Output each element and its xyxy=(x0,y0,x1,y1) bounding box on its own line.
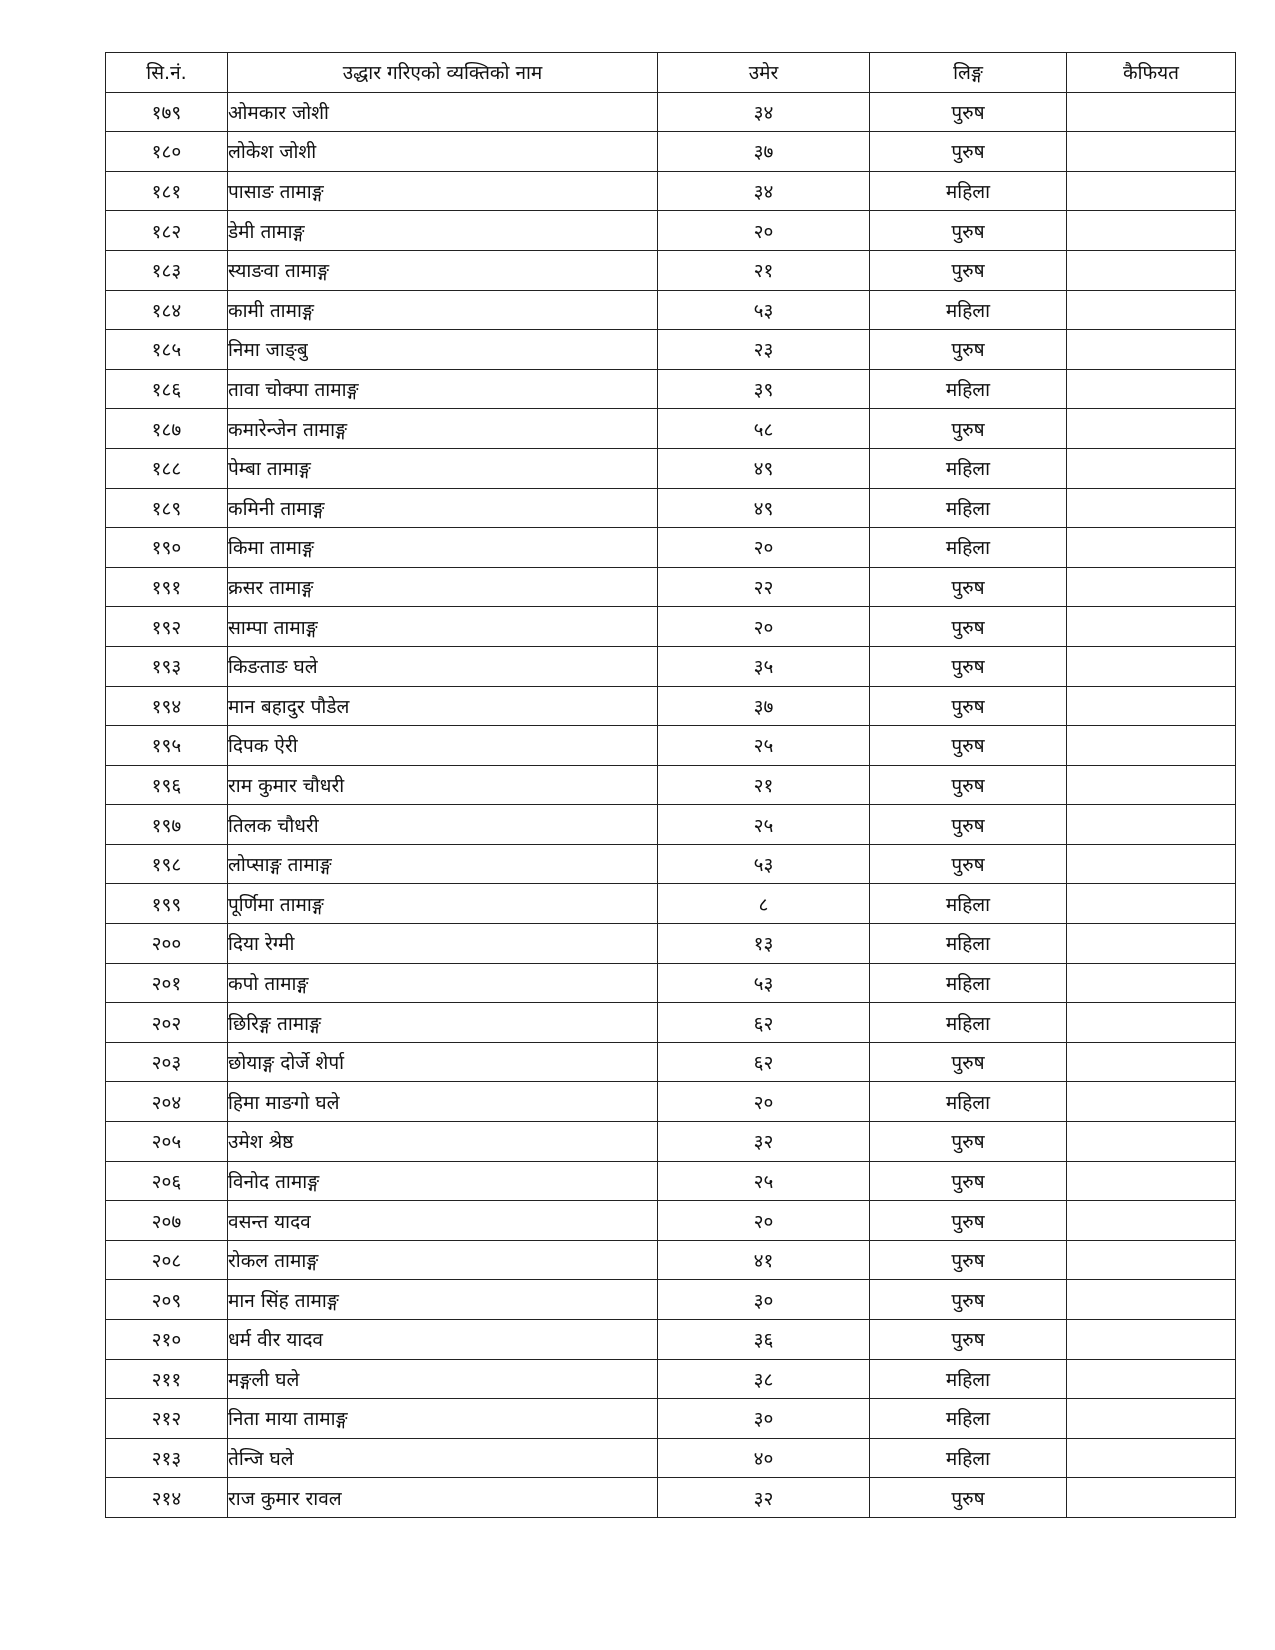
gender-cell: पुरुष xyxy=(870,567,1067,607)
gender-cell: महिला xyxy=(870,1082,1067,1122)
gender-cell: पुरुष xyxy=(870,1280,1067,1320)
table-row xyxy=(106,290,1236,330)
age-cell: ५३ xyxy=(658,844,870,884)
remarks-cell xyxy=(1067,884,1236,924)
table-row xyxy=(106,726,1236,766)
remarks-cell xyxy=(1067,686,1236,726)
table-row xyxy=(106,1359,1236,1399)
age-cell: ३० xyxy=(658,1280,870,1320)
table-row xyxy=(106,330,1236,370)
table-row xyxy=(106,924,1236,964)
table-row xyxy=(106,1280,1236,1320)
name-cell: धर्म वीर यादव xyxy=(228,1320,658,1360)
remarks-cell xyxy=(1067,132,1236,172)
gender-cell: पुरुष xyxy=(870,250,1067,290)
name-cell: दिया रेग्मी xyxy=(228,924,658,964)
remarks-cell xyxy=(1067,607,1236,647)
serial-cell: १८९ xyxy=(106,488,228,528)
serial-cell: १९५ xyxy=(106,726,228,766)
remarks-cell xyxy=(1067,765,1236,805)
age-cell: ३७ xyxy=(658,132,870,172)
gender-cell: पुरुष xyxy=(870,726,1067,766)
age-cell: ३२ xyxy=(658,1122,870,1162)
age-cell: २१ xyxy=(658,765,870,805)
age-cell: ५३ xyxy=(658,963,870,1003)
gender-cell: महिला xyxy=(870,369,1067,409)
remarks-cell xyxy=(1067,1359,1236,1399)
name-cell: हिमा माङगो घले xyxy=(228,1082,658,1122)
table-row xyxy=(106,805,1236,845)
serial-cell: २०४ xyxy=(106,1082,228,1122)
gender-cell: पुरुष xyxy=(870,1122,1067,1162)
age-cell: ४१ xyxy=(658,1240,870,1280)
table-row xyxy=(106,250,1236,290)
table-row xyxy=(106,1042,1236,1082)
age-cell: ४९ xyxy=(658,448,870,488)
gender-cell: पुरुष xyxy=(870,211,1067,251)
rescued-persons-table xyxy=(105,52,1236,1518)
table-row xyxy=(106,1082,1236,1122)
gender-cell: महिला xyxy=(870,488,1067,528)
header-gender: लिङ्ग xyxy=(870,53,1067,93)
remarks-cell xyxy=(1067,1438,1236,1478)
table-row xyxy=(106,1003,1236,1043)
age-cell: ६२ xyxy=(658,1042,870,1082)
table-row xyxy=(106,1201,1236,1241)
remarks-cell xyxy=(1067,844,1236,884)
age-cell: ५८ xyxy=(658,409,870,449)
name-cell: लोकेश जोशी xyxy=(228,132,658,172)
serial-cell: १८३ xyxy=(106,250,228,290)
remarks-cell xyxy=(1067,448,1236,488)
gender-cell: महिला xyxy=(870,1399,1067,1439)
age-cell: २५ xyxy=(658,805,870,845)
name-cell: निता माया तामाङ्ग xyxy=(228,1399,658,1439)
remarks-cell xyxy=(1067,1042,1236,1082)
serial-cell: १८६ xyxy=(106,369,228,409)
serial-cell: २०१ xyxy=(106,963,228,1003)
name-cell: मङ्गली घले xyxy=(228,1359,658,1399)
remarks-cell xyxy=(1067,369,1236,409)
serial-cell: १९३ xyxy=(106,646,228,686)
age-cell: २२ xyxy=(658,567,870,607)
remarks-cell xyxy=(1067,726,1236,766)
age-cell: ३२ xyxy=(658,1478,870,1518)
serial-cell: २१३ xyxy=(106,1438,228,1478)
header-remarks: कैफियत xyxy=(1067,53,1236,93)
remarks-cell xyxy=(1067,1201,1236,1241)
serial-cell: २०६ xyxy=(106,1161,228,1201)
age-cell: २० xyxy=(658,211,870,251)
serial-cell: २०२ xyxy=(106,1003,228,1043)
serial-cell: १९० xyxy=(106,528,228,568)
age-cell: २० xyxy=(658,1082,870,1122)
gender-cell: महिला xyxy=(870,528,1067,568)
gender-cell: पुरुष xyxy=(870,1201,1067,1241)
age-cell: ३८ xyxy=(658,1359,870,1399)
gender-cell: पुरुष xyxy=(870,1320,1067,1360)
remarks-cell xyxy=(1067,1320,1236,1360)
remarks-cell xyxy=(1067,646,1236,686)
serial-cell: १७९ xyxy=(106,92,228,132)
serial-cell: १८२ xyxy=(106,211,228,251)
remarks-cell xyxy=(1067,924,1236,964)
serial-cell: १९१ xyxy=(106,567,228,607)
table-row xyxy=(106,686,1236,726)
remarks-cell xyxy=(1067,1478,1236,1518)
name-cell: राम कुमार चौधरी xyxy=(228,765,658,805)
gender-cell: पुरुष xyxy=(870,1161,1067,1201)
name-cell: पूर्णिमा तामाङ्ग xyxy=(228,884,658,924)
name-cell: लोप्साङ्ग तामाङ्ग xyxy=(228,844,658,884)
gender-cell: पुरुष xyxy=(870,607,1067,647)
name-cell: विनोद तामाङ्ग xyxy=(228,1161,658,1201)
gender-cell: पुरुष xyxy=(870,844,1067,884)
serial-cell: २१२ xyxy=(106,1399,228,1439)
remarks-cell xyxy=(1067,1122,1236,1162)
name-cell: किङताङ घले xyxy=(228,646,658,686)
gender-cell: महिला xyxy=(870,1438,1067,1478)
table-row xyxy=(106,1399,1236,1439)
age-cell: ३५ xyxy=(658,646,870,686)
remarks-cell xyxy=(1067,963,1236,1003)
serial-cell: २०९ xyxy=(106,1280,228,1320)
age-cell: ३६ xyxy=(658,1320,870,1360)
age-cell: २३ xyxy=(658,330,870,370)
age-cell: २० xyxy=(658,607,870,647)
gender-cell: पुरुष xyxy=(870,132,1067,172)
table-row xyxy=(106,646,1236,686)
table-row xyxy=(106,92,1236,132)
gender-cell: पुरुष xyxy=(870,330,1067,370)
remarks-cell xyxy=(1067,290,1236,330)
serial-cell: १९८ xyxy=(106,844,228,884)
age-cell: २० xyxy=(658,1201,870,1241)
table-row xyxy=(106,528,1236,568)
age-cell: ४९ xyxy=(658,488,870,528)
name-cell: राज कुमार रावल xyxy=(228,1478,658,1518)
name-cell: छिरिङ्ग तामाङ्ग xyxy=(228,1003,658,1043)
remarks-cell xyxy=(1067,805,1236,845)
header-serial: सि.नं. xyxy=(106,53,228,93)
age-cell: ३४ xyxy=(658,171,870,211)
serial-cell: २१४ xyxy=(106,1478,228,1518)
serial-cell: १८० xyxy=(106,132,228,172)
remarks-cell xyxy=(1067,1161,1236,1201)
table-header-row xyxy=(106,53,1236,93)
name-cell: स्याङवा तामाङ्ग xyxy=(228,250,658,290)
remarks-cell xyxy=(1067,1240,1236,1280)
name-cell: क्रसर तामाङ्ग xyxy=(228,567,658,607)
table-body xyxy=(106,92,1236,1517)
table-row xyxy=(106,1438,1236,1478)
header-age: उमेर xyxy=(658,53,870,93)
gender-cell: महिला xyxy=(870,290,1067,330)
name-cell: तावा चोक्पा तामाङ्ग xyxy=(228,369,658,409)
remarks-cell xyxy=(1067,211,1236,251)
age-cell: ३० xyxy=(658,1399,870,1439)
name-cell: ओमकार जोशी xyxy=(228,92,658,132)
table-row xyxy=(106,1161,1236,1201)
table-row xyxy=(106,171,1236,211)
gender-cell: पुरुष xyxy=(870,1042,1067,1082)
gender-cell: महिला xyxy=(870,171,1067,211)
serial-cell: १९७ xyxy=(106,805,228,845)
serial-cell: १८४ xyxy=(106,290,228,330)
table-row xyxy=(106,132,1236,172)
remarks-cell xyxy=(1067,171,1236,211)
age-cell: ८ xyxy=(658,884,870,924)
gender-cell: पुरुष xyxy=(870,765,1067,805)
header-name: उद्धार गरिएको व्यक्तिको नाम xyxy=(228,53,658,93)
name-cell: छोयाङ्ग दोर्जे शेर्पा xyxy=(228,1042,658,1082)
gender-cell: महिला xyxy=(870,1003,1067,1043)
name-cell: कामी तामाङ्ग xyxy=(228,290,658,330)
name-cell: पासाङ तामाङ्ग xyxy=(228,171,658,211)
name-cell: उमेश श्रेष्ठ xyxy=(228,1122,658,1162)
name-cell: रोकल तामाङ्ग xyxy=(228,1240,658,1280)
serial-cell: २०३ xyxy=(106,1042,228,1082)
age-cell: १३ xyxy=(658,924,870,964)
table-row xyxy=(106,448,1236,488)
gender-cell: पुरुष xyxy=(870,686,1067,726)
gender-cell: पुरुष xyxy=(870,92,1067,132)
name-cell: साम्पा तामाङ्ग xyxy=(228,607,658,647)
gender-cell: पुरुष xyxy=(870,805,1067,845)
age-cell: २५ xyxy=(658,1161,870,1201)
remarks-cell xyxy=(1067,1003,1236,1043)
table-row xyxy=(106,765,1236,805)
serial-cell: १९४ xyxy=(106,686,228,726)
gender-cell: महिला xyxy=(870,963,1067,1003)
age-cell: २१ xyxy=(658,250,870,290)
table-row xyxy=(106,1478,1236,1518)
table-row xyxy=(106,884,1236,924)
serial-cell: १८८ xyxy=(106,448,228,488)
serial-cell: २०८ xyxy=(106,1240,228,1280)
remarks-cell xyxy=(1067,567,1236,607)
age-cell: २५ xyxy=(658,726,870,766)
age-cell: ३९ xyxy=(658,369,870,409)
table-row xyxy=(106,211,1236,251)
age-cell: २० xyxy=(658,528,870,568)
name-cell: कपो तामाङ्ग xyxy=(228,963,658,1003)
remarks-cell xyxy=(1067,330,1236,370)
name-cell: कमारेन्जेन तामाङ्ग xyxy=(228,409,658,449)
serial-cell: १९९ xyxy=(106,884,228,924)
gender-cell: पुरुष xyxy=(870,409,1067,449)
serial-cell: १८५ xyxy=(106,330,228,370)
table-row xyxy=(106,409,1236,449)
remarks-cell xyxy=(1067,409,1236,449)
serial-cell: १८१ xyxy=(106,171,228,211)
table-row xyxy=(106,369,1236,409)
table-row xyxy=(106,1122,1236,1162)
age-cell: ६२ xyxy=(658,1003,870,1043)
age-cell: ३७ xyxy=(658,686,870,726)
table-row xyxy=(106,1320,1236,1360)
name-cell: डेमी तामाङ्ग xyxy=(228,211,658,251)
table-row xyxy=(106,1240,1236,1280)
remarks-cell xyxy=(1067,1082,1236,1122)
name-cell: तेन्जि घले xyxy=(228,1438,658,1478)
remarks-cell xyxy=(1067,488,1236,528)
name-cell: निमा जाङ्बु xyxy=(228,330,658,370)
name-cell: कमिनी तामाङ्ग xyxy=(228,488,658,528)
remarks-cell xyxy=(1067,1280,1236,1320)
age-cell: ३४ xyxy=(658,92,870,132)
age-cell: ४० xyxy=(658,1438,870,1478)
gender-cell: महिला xyxy=(870,924,1067,964)
serial-cell: १९६ xyxy=(106,765,228,805)
name-cell: दिपक ऐरी xyxy=(228,726,658,766)
gender-cell: महिला xyxy=(870,884,1067,924)
gender-cell: पुरुष xyxy=(870,1240,1067,1280)
table-row xyxy=(106,488,1236,528)
name-cell: किमा तामाङ्ग xyxy=(228,528,658,568)
table-row xyxy=(106,607,1236,647)
serial-cell: २१० xyxy=(106,1320,228,1360)
remarks-cell xyxy=(1067,92,1236,132)
table-row xyxy=(106,963,1236,1003)
gender-cell: महिला xyxy=(870,448,1067,488)
serial-cell: २०७ xyxy=(106,1201,228,1241)
serial-cell: १९२ xyxy=(106,607,228,647)
table-row xyxy=(106,567,1236,607)
name-cell: वसन्त यादव xyxy=(228,1201,658,1241)
age-cell: ५३ xyxy=(658,290,870,330)
name-cell: तिलक चौधरी xyxy=(228,805,658,845)
gender-cell: पुरुष xyxy=(870,646,1067,686)
gender-cell: पुरुष xyxy=(870,1478,1067,1518)
name-cell: मान बहादुर पौडेल xyxy=(228,686,658,726)
name-cell: पेम्बा तामाङ्ग xyxy=(228,448,658,488)
remarks-cell xyxy=(1067,528,1236,568)
serial-cell: २०० xyxy=(106,924,228,964)
serial-cell: २०५ xyxy=(106,1122,228,1162)
remarks-cell xyxy=(1067,250,1236,290)
serial-cell: १८७ xyxy=(106,409,228,449)
name-cell: मान सिंह तामाङ्ग xyxy=(228,1280,658,1320)
serial-cell: २११ xyxy=(106,1359,228,1399)
remarks-cell xyxy=(1067,1399,1236,1439)
table-row xyxy=(106,844,1236,884)
gender-cell: महिला xyxy=(870,1359,1067,1399)
